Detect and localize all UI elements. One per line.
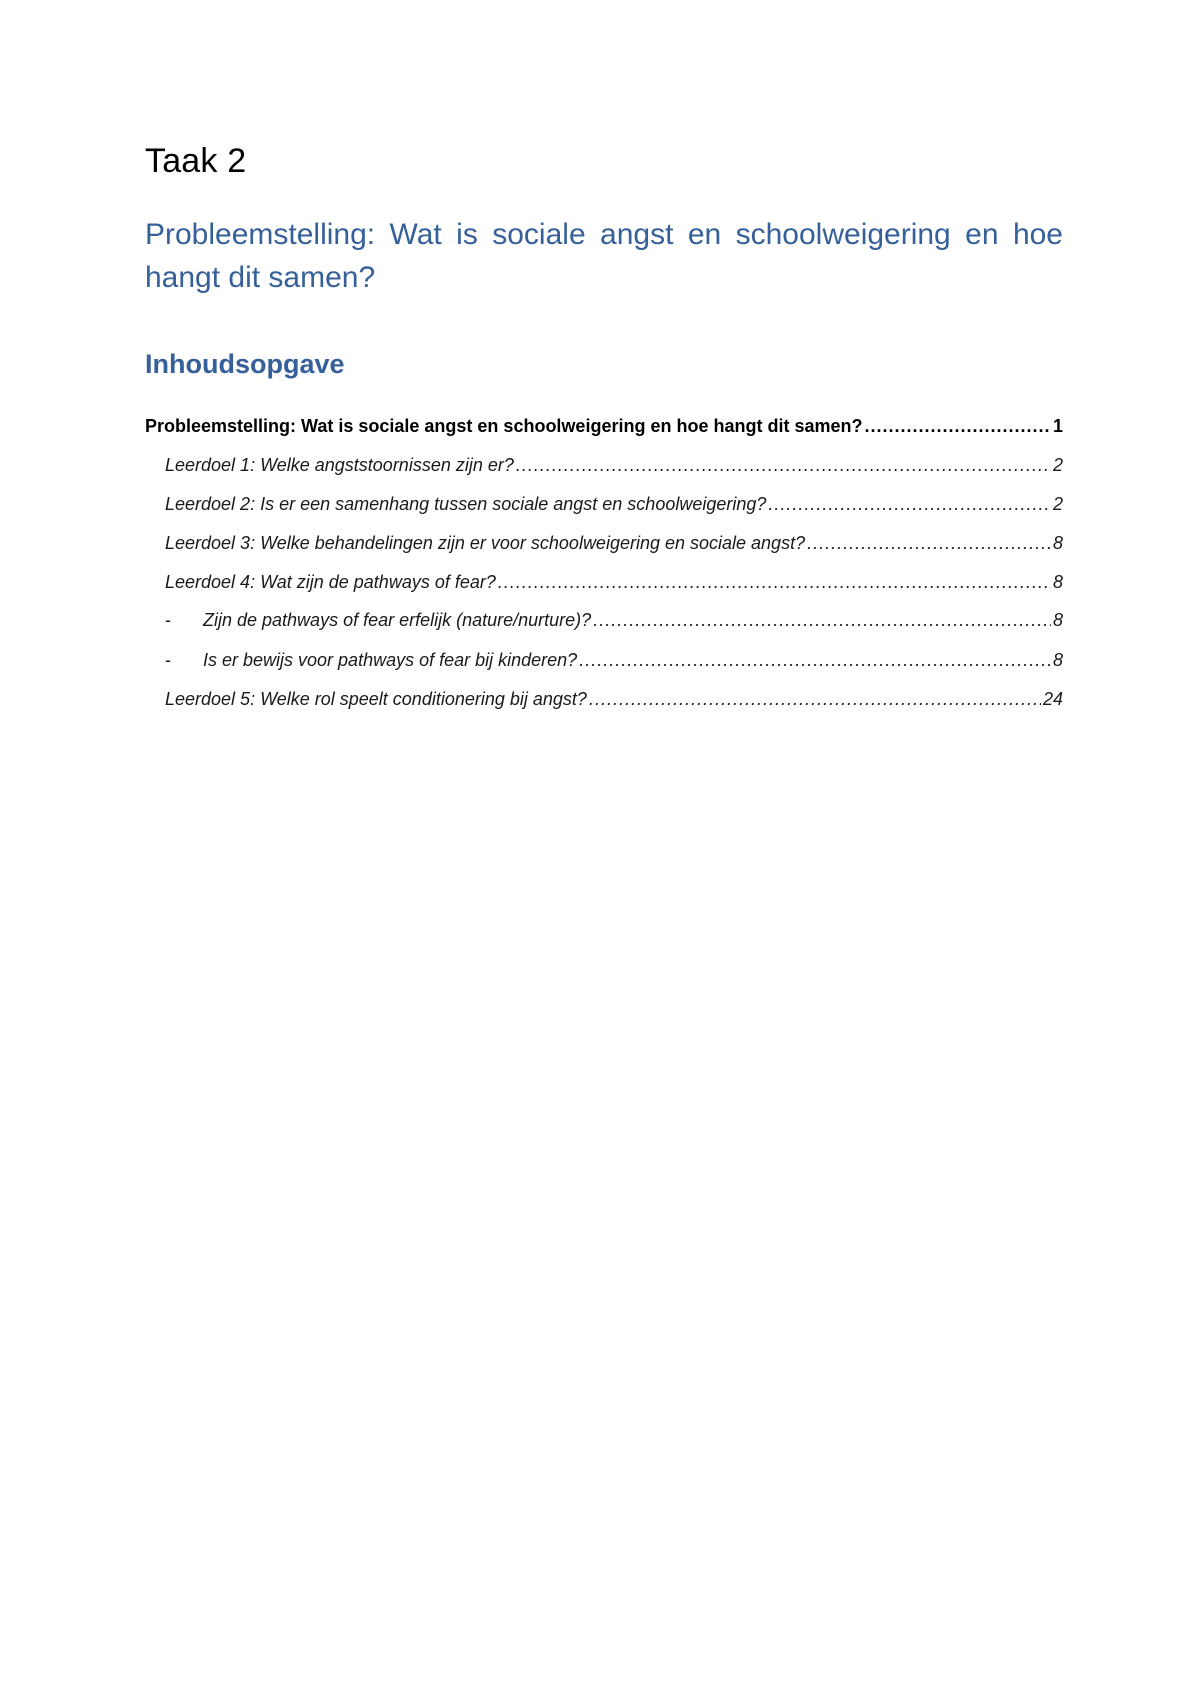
toc-entry-text: Leerdoel 3: Welke behandelingen zijn er voor schoolweigering en sociale angst? — [165, 533, 806, 553]
toc-entry-problem-statement[interactable] — [145, 413, 1063, 439]
toc-heading: Inhoudsopgave — [145, 349, 345, 379]
toc-entry-text: Leerdoel 2: Is er een samenhang tussen sociale angst en schoolweigering? — [165, 494, 767, 514]
toc-entry-text: Leerdoel 5: Welke rol speelt conditionering bij angst? — [165, 689, 587, 709]
toc-bullet: - — [165, 650, 171, 670]
toc-entry-pathways-children[interactable] — [145, 647, 1063, 673]
toc-entry-leerdoel-2[interactable] — [145, 491, 1063, 517]
problem-statement-heading: Probleemstelling: Wat is sociale angst en schoolweigering en hoe hangt dit samen? — [145, 218, 1063, 294]
toc-entry-text: Zijn de pathways of fear erfelijk (nature/nurture)? — [203, 610, 592, 630]
toc-page-number: 2 — [1052, 494, 1063, 514]
toc-page-number: 2 — [1052, 455, 1063, 475]
toc-page-number: 8 — [1052, 572, 1063, 592]
toc-entry-text: Leerdoel 4: Wat zijn de pathways of fear? — [165, 572, 496, 592]
toc-dot-leader — [593, 607, 1051, 633]
toc-entry-leerdoel-3[interactable] — [145, 530, 1063, 556]
toc-dot-leader — [864, 413, 1051, 439]
toc-dot-leader — [589, 686, 1041, 712]
toc-entry-text: Is er bewijs voor pathways of fear bij kinderen? — [203, 650, 578, 670]
toc-page-number: 1 — [1052, 416, 1063, 436]
toc-dot-leader — [498, 569, 1051, 595]
toc-entry-leerdoel-1[interactable] — [145, 452, 1063, 478]
toc-bullet: - — [165, 610, 171, 630]
toc-page-number: 8 — [1052, 533, 1063, 553]
toc-page-number: 24 — [1042, 689, 1063, 709]
document-title: Taak 2 — [145, 142, 247, 180]
toc-dot-leader — [516, 452, 1051, 478]
toc-entry-text: Leerdoel 1: Welke angststoornissen zijn er? — [165, 455, 514, 475]
toc-dot-leader — [579, 647, 1051, 673]
toc-page-number: 8 — [1052, 610, 1063, 630]
toc-entry-pathways-heritable[interactable] — [145, 607, 1063, 633]
toc-dot-leader — [768, 491, 1051, 517]
toc-dot-leader — [807, 530, 1051, 556]
toc-entry-leerdoel-4[interactable] — [145, 569, 1063, 595]
toc-page-number: 8 — [1052, 650, 1063, 670]
toc-entry-text: Probleemstelling: Wat is sociale angst en schoolweigering en hoe hangt dit samen? — [145, 416, 863, 436]
toc-entry-leerdoel-5[interactable] — [145, 686, 1063, 712]
